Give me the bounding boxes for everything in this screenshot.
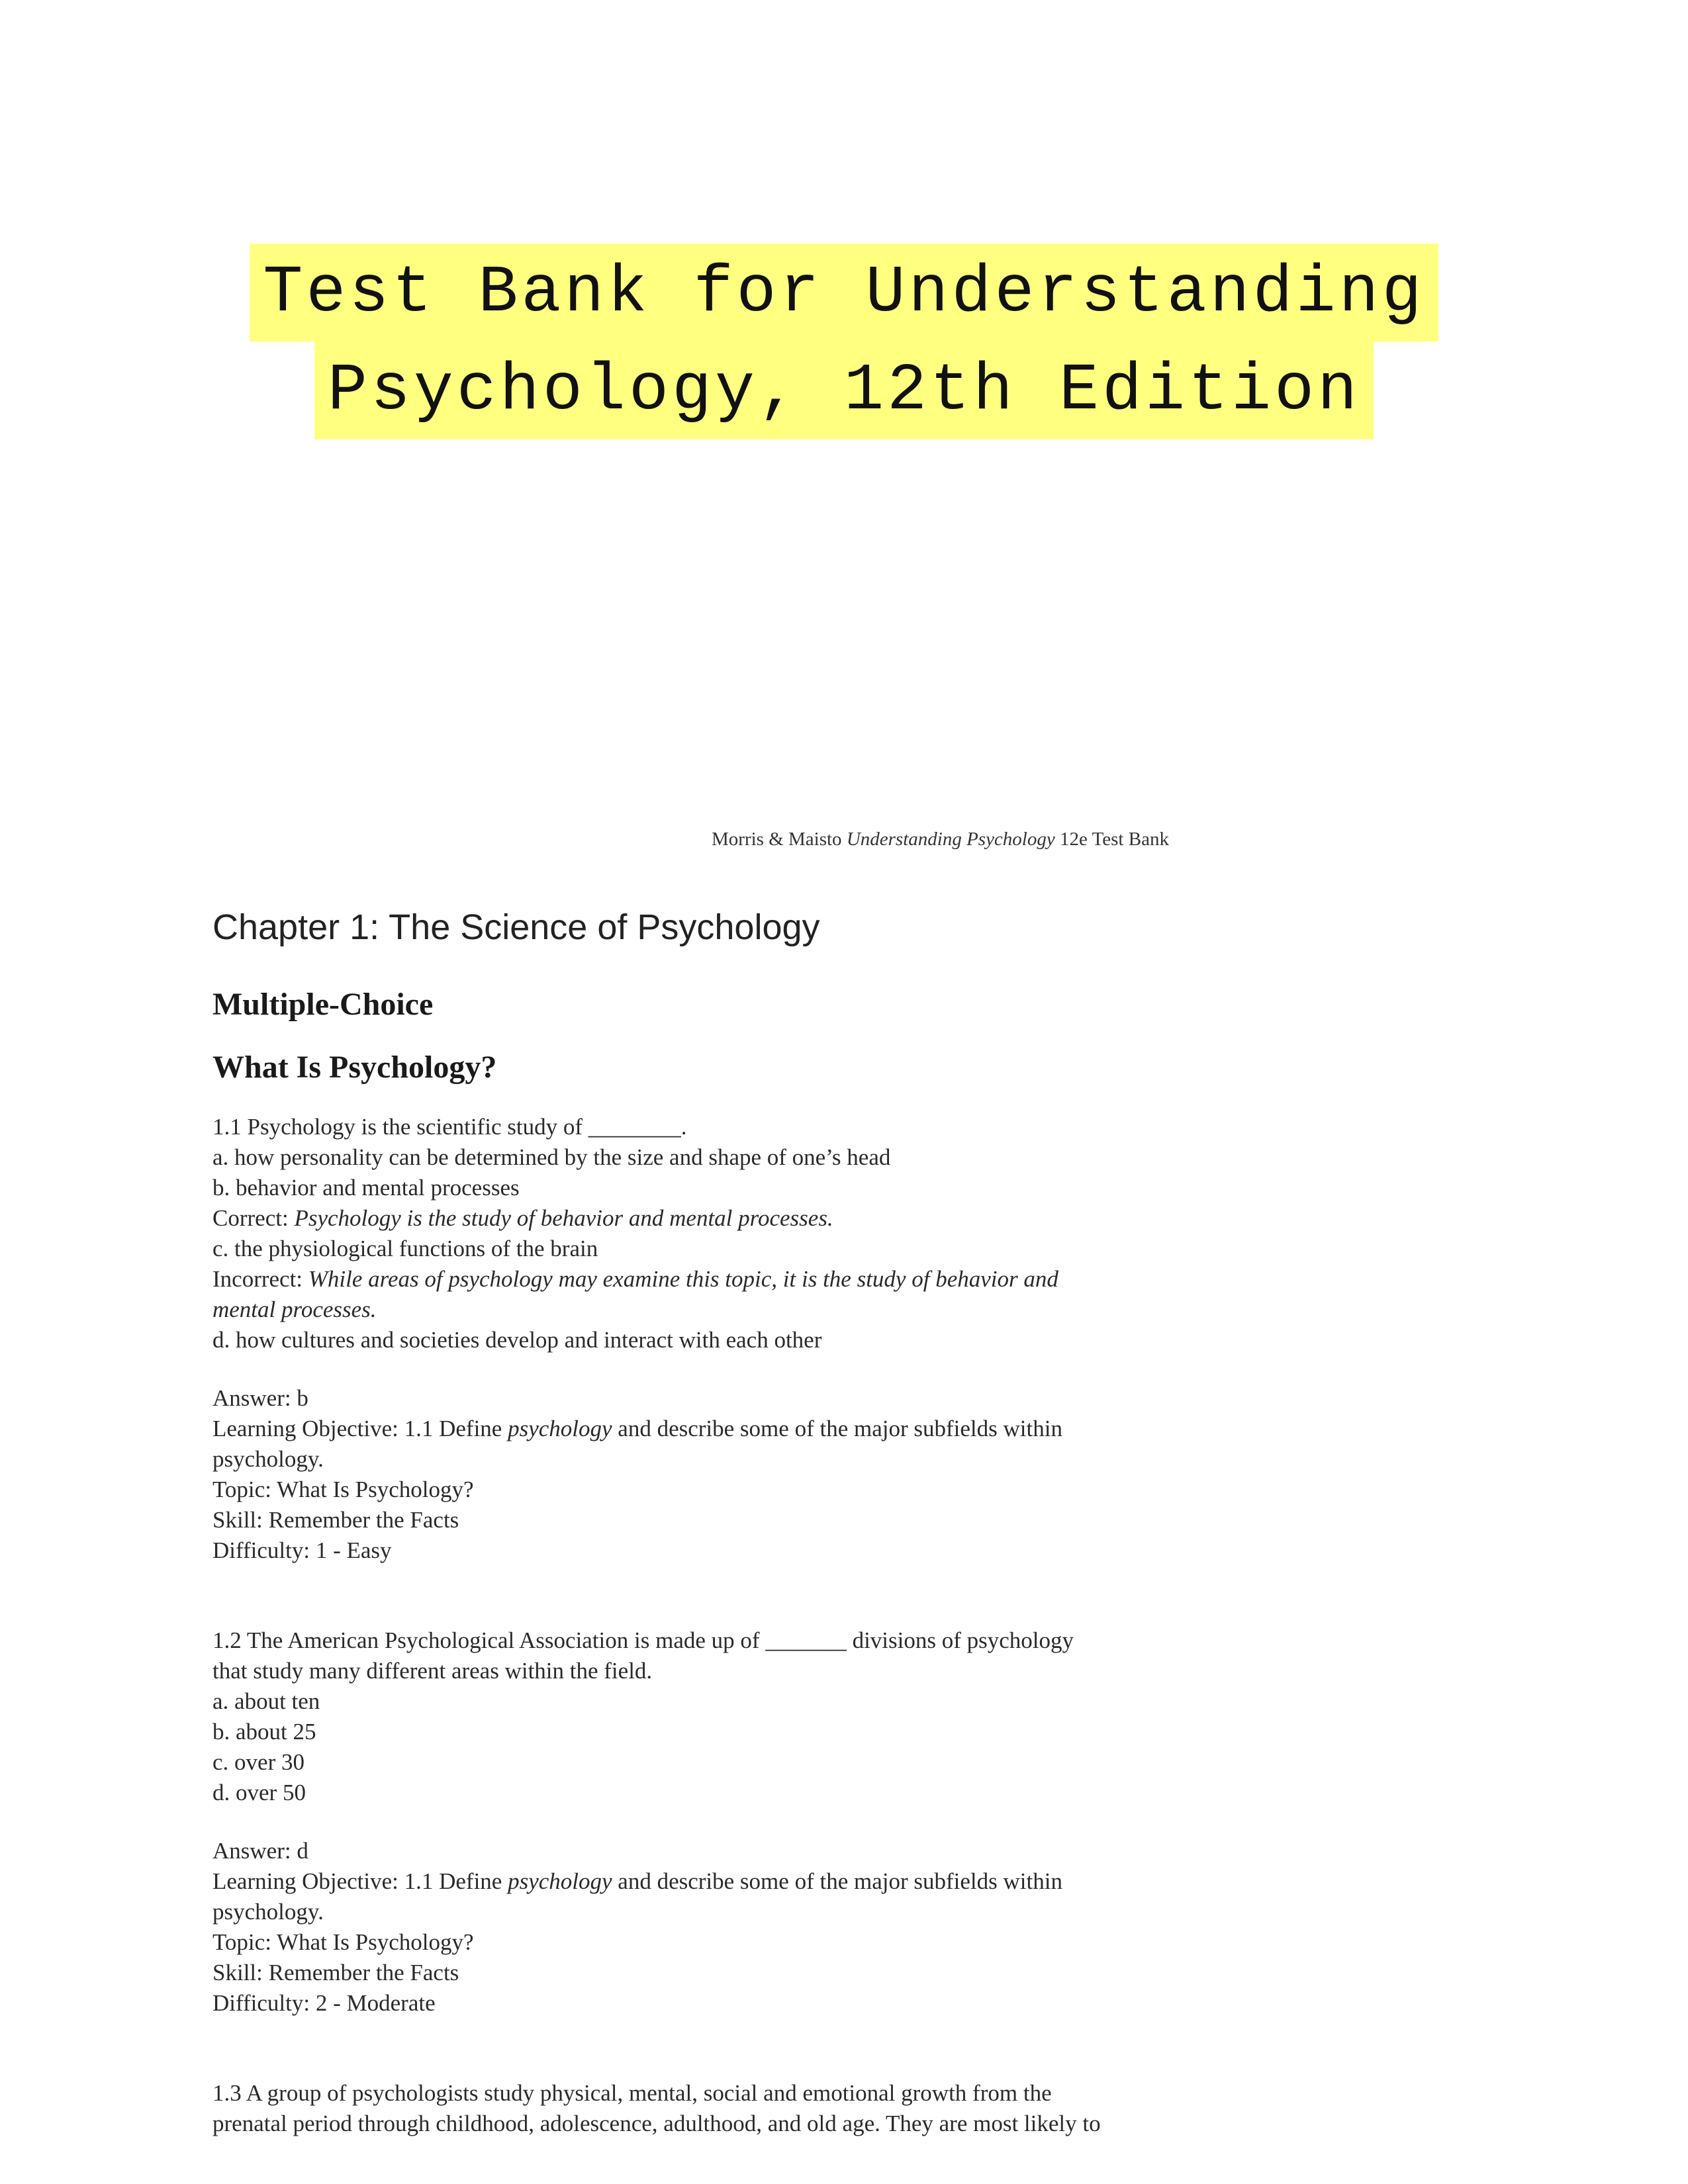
question-1 (212, 1112, 1245, 1566)
running-header-suffix: 12e Test Bank (1055, 829, 1169, 850)
lo-term: psychology (508, 1868, 612, 1894)
question-stem-cont: that study many different areas within the field. (212, 1658, 653, 1684)
question-2 (212, 1625, 1245, 2019)
difficulty: Difficulty: 1 - Easy (212, 1537, 392, 1563)
question-stem: 1.3 A group of psychologists study physical, mental, social and emotional growth from the (212, 2080, 1052, 2106)
incorrect-feedback-cont (212, 1295, 1245, 1325)
option-c: c. the physiological functions of the brain (212, 1236, 598, 1261)
question-stem: 1.1 Psychology is the scientific study of ________. (212, 1114, 687, 1140)
option-d: d. over 50 (212, 1780, 306, 1805)
lo-prefix: Learning Objective: 1.1 Define (212, 1416, 508, 1441)
lo-suffix: and describe some of the major subfields within (612, 1416, 1062, 1441)
chapter-title: Chapter 1: The Science of Psychology (212, 907, 820, 947)
question-stem-cont: prenatal period through childhood, adolescence, adulthood, and old age. They are most likely to (212, 2111, 1101, 2136)
topic: Topic: What Is Psychology? (212, 1477, 474, 1502)
option-a: a. how personality can be determined by the size and shape of one’s head (212, 1144, 891, 1170)
learning-objective-cont: psychology. (212, 1446, 324, 1472)
learning-objective-cont: psychology. (212, 1899, 324, 1925)
option-b: b. behavior and mental processes (212, 1175, 520, 1201)
correct-feedback (212, 1203, 1245, 1234)
incorrect-text-cont: mental processes. (212, 1297, 377, 1322)
option-c: c. over 30 (212, 1749, 305, 1775)
document-title (0, 244, 1688, 439)
correct-label: Correct: (212, 1205, 295, 1231)
question-3 (212, 2078, 1245, 2139)
incorrect-label: Incorrect: (212, 1266, 308, 1292)
answer: Answer: b (212, 1385, 308, 1411)
incorrect-feedback (212, 1264, 1245, 1295)
skill: Skill: Remember the Facts (212, 1507, 459, 1533)
answer: Answer: d (212, 1838, 308, 1864)
correct-text: Psychology is the study of behavior and mental processes. (294, 1205, 833, 1231)
skill: Skill: Remember the Facts (212, 1960, 459, 1985)
lo-suffix: and describe some of the major subfields within (612, 1868, 1062, 1894)
option-d: d. how cultures and societies develop and interact with each other (212, 1327, 822, 1353)
incorrect-text: While areas of psychology may examine this topic, it is the study of behavior and (308, 1266, 1058, 1292)
section-topic-heading: What Is Psychology? (212, 1050, 497, 1085)
running-header-authors: Morris & Maisto (712, 829, 847, 850)
learning-objective (212, 1866, 1245, 1897)
option-b: b. about 25 (212, 1719, 316, 1745)
difficulty: Difficulty: 2 - Moderate (212, 1990, 436, 2016)
section-type-heading: Multiple-Choice (212, 987, 434, 1022)
running-header (712, 829, 1169, 850)
learning-objective (212, 1414, 1245, 1444)
title-line-2: Psychology, 12th Edition (314, 341, 1374, 439)
page-content (212, 907, 1245, 2139)
topic: Topic: What Is Psychology? (212, 1929, 474, 1955)
title-line-1: Test Bank for Understanding (250, 244, 1438, 341)
option-a: a. about ten (212, 1688, 320, 1714)
question-stem: 1.2 The American Psychological Association is made up of _______ divisions of psychology (212, 1627, 1074, 1653)
running-header-book-title: Understanding Psychology (846, 829, 1055, 850)
lo-prefix: Learning Objective: 1.1 Define (212, 1868, 508, 1894)
lo-term: psychology (508, 1416, 612, 1441)
